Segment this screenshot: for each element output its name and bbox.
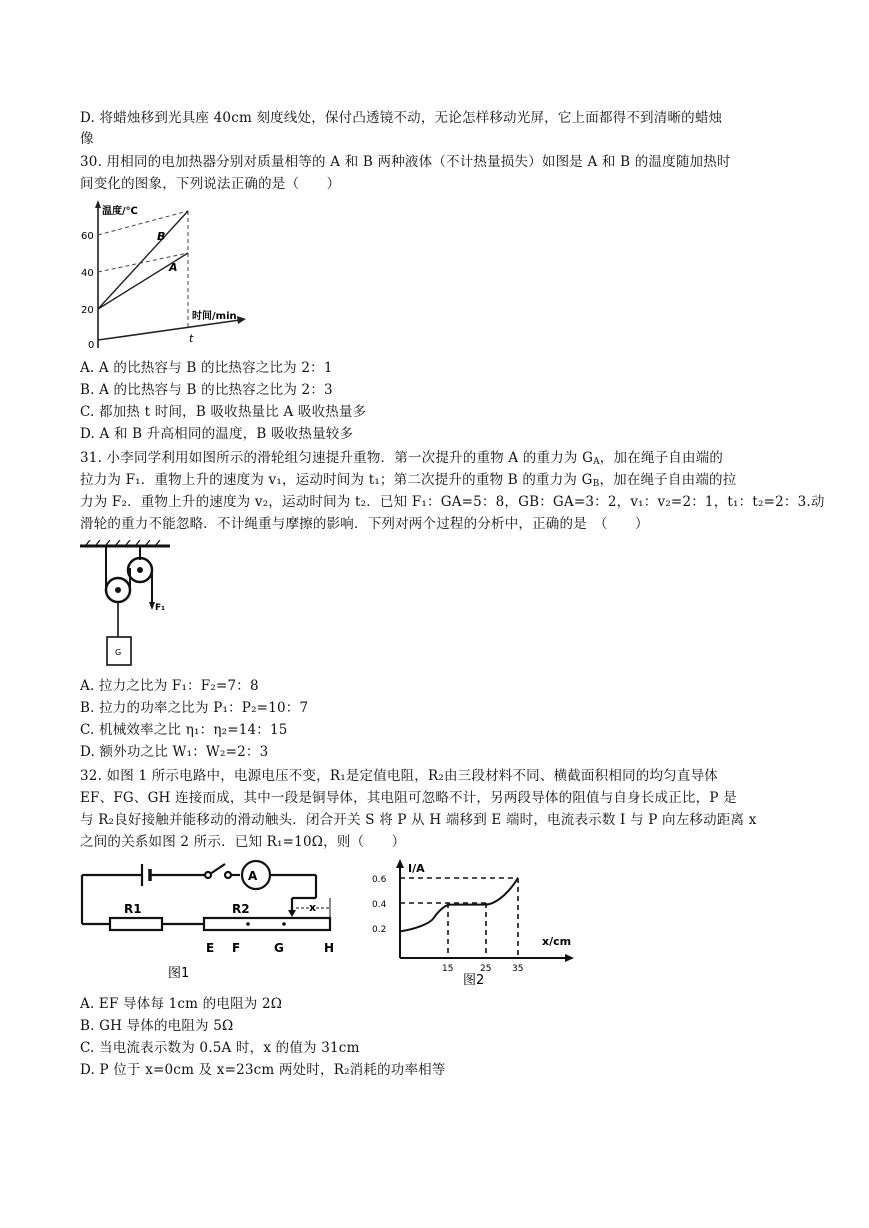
q31-option-b: B. 拉力的功率之比为 P₁：P₂=10：7 [80, 700, 309, 716]
q31-stem-line3-a: 力为 F₂．重物上升的速度为 v₂，运动时间为 t₂．已知 F₁：G [80, 494, 452, 510]
q32-graph-x-tick-25: 25 [480, 964, 492, 974]
q32-stem-line4: 之间的关系如图 2 所示．已知 R₁=10Ω，则（ ） [80, 834, 406, 850]
q32-point-g: G [274, 941, 284, 955]
q32-stem-line2: EF、FG、GH 连接而成，其中一段是铜导体，其电阻可忽略不计，另两段导体的阻值与自身长成正比，P 是 [80, 790, 737, 806]
q30-x-axis-label: 时间/min [192, 311, 237, 322]
q31-option-c: C. 机械效率之比 η₁：η₂=14：15 [80, 722, 288, 738]
q30-option-a: A. A 的比热容与 B 的比热容之比为 2：1 [80, 360, 333, 376]
q31-option-d: D. 额外功之比 W₁：W₂=2：3 [80, 744, 269, 760]
q31-sub-b: B [592, 479, 600, 489]
q32-ammeter-label: A [248, 869, 258, 883]
q30-stem-line2: 间变化的图象，下列说法正确的是（ ） [80, 176, 341, 192]
q31-stem-line1-a: 31. 小李同学利用如图所示的滑轮组匀速提升重物．第一次提升的重物 A 的重力为 G [80, 450, 594, 466]
q31-stem-line2-a: 拉力为 F₁．重物上升的速度为 v₁，运动时间为 t₁；第二次提升的重物 B 的重力为 G [80, 472, 593, 488]
q32-option-a: A. EF 导体每 1cm 的电阻为 2Ω [80, 996, 283, 1012]
q32-fig2-caption: 图2 [463, 973, 485, 988]
q31-ceiling-hatch [86, 540, 160, 545]
q32-current-curve [400, 878, 518, 931]
q32-option-c: C. 当电流表示数为 0.5A 时，x 的值为 31cm [80, 1040, 360, 1056]
q30-temperature-graph [80, 198, 255, 352]
q32-graph-y-arrow-icon [396, 859, 404, 868]
q29-option-d: D. 将蜡烛移到光具座 40cm 刻度线处，保付凸透镜不动，无论怎样移动光屏，它上面都得不到清晰的蜡烛 [80, 110, 723, 126]
q32-fig1-caption: 图1 [168, 966, 190, 981]
q30-y-tick-0: 0 [88, 340, 95, 351]
q32-point-e: E [206, 941, 215, 955]
q32-switch [210, 864, 225, 874]
q31-stem-line3-b: A=5：8，GB：GA=3：2，v₁：v₂=2：1，t₁：t₂=2：3.动 [451, 494, 825, 510]
q32-r1-resistor [110, 918, 162, 930]
q32-graph-x-arrow-icon [565, 954, 574, 962]
q32-graph-y-tick-06: 0.6 [372, 875, 387, 885]
q31-stem-line2 [80, 470, 736, 490]
q32-circuit-figure-1 [80, 860, 350, 985]
q31-option-a: A. 拉力之比为 F₁：F₂=7：8 [80, 678, 259, 694]
q31-sub-a: A [593, 457, 600, 467]
q32-option-d: D. P 位于 x=0cm 及 x=23cm 两处时，R₂消耗的功率相等 [80, 1062, 446, 1078]
q30-y-arrow-icon [95, 200, 101, 208]
q32-point-h: H [324, 941, 335, 955]
q30-y-tick-20: 20 [81, 305, 94, 316]
q32-graph-y-tick-02: 0.2 [372, 925, 387, 935]
q31-stem-line3 [80, 492, 825, 512]
q31-force-label: F₁ [155, 603, 166, 613]
q31-pulley-figure [80, 540, 172, 670]
q31-stem-line4: 滑轮的重力不能忽略．不计绳重与摩擦的影响．下列对两个过程的分析中，正确的是 （ ） [80, 516, 649, 532]
q31-weight-label: G [115, 648, 122, 657]
q30-label-b: B [157, 230, 166, 243]
q31-stem-line2-b: ，加在绳子自由端的拉 [599, 472, 737, 488]
q30-x-axis [98, 320, 240, 340]
q30-line-b [98, 211, 188, 309]
q32-graph-x-tick-15: 15 [442, 964, 454, 974]
q32-option-b: B. GH 导体的电阻为 5Ω [80, 1018, 234, 1034]
q30-stem-line1: 30. 用相同的电加热器分别对质量相等的 A 和 B 两种液体（不计热量损失）如图是 A 和 B 的温度随加热时 [80, 154, 731, 170]
q32-stem-line1: 32. 如图 1 所示电路中，电源电压不变，R₁是定值电阻，R₂由三段材料不同、横截面积相同的均匀直导体 [80, 768, 718, 784]
q30-label-a: A [169, 261, 178, 274]
q32-r2-label: R2 [232, 902, 250, 916]
q32-r2-resistor [204, 918, 330, 930]
q30-y-tick-60: 60 [81, 231, 94, 242]
q32-graph-x-tick-35: 35 [512, 964, 524, 974]
q31-stem-line1 [80, 448, 723, 468]
q32-graph-y-tick-04: 0.4 [372, 900, 387, 910]
q30-y-tick-40: 40 [81, 268, 94, 279]
q30-x-arrow-icon [237, 316, 246, 324]
q30-x-tick-t: t [189, 332, 194, 345]
q30-y-axis-label: 温度/℃ [102, 206, 138, 217]
q32-x-label: x [309, 901, 317, 914]
q32-r1-label: R1 [124, 902, 142, 916]
q32-stem-line3: 与 R₂良好接触并能移动的滑动触头．闭合开关 S 将 P 从 H 端移到 E 端时，电流表示数 I 与 P 向左移动距离 x [80, 812, 757, 828]
q32-slider-arrow-icon [288, 910, 296, 917]
q32-graph-y-label: I/A [408, 862, 425, 875]
q30-option-d: D. A 和 B 升高相同的温度，B 吸收热量较多 [80, 426, 354, 442]
q32-graph-x-label: x/cm [542, 935, 572, 948]
q32-point-f: F [232, 941, 241, 955]
q31-stem-line1-b: ，加在绳子自由端的 [599, 450, 724, 466]
q32-current-graph-figure-2 [368, 858, 580, 990]
q30-option-c: C. 都加热 t 时间，B 吸收热量比 A 吸收热量多 [80, 404, 367, 420]
q30-option-b: B. A 的比热容与 B 的比热容之比为 2：3 [80, 382, 333, 398]
q29-option-d-cont: 像 [80, 131, 94, 147]
